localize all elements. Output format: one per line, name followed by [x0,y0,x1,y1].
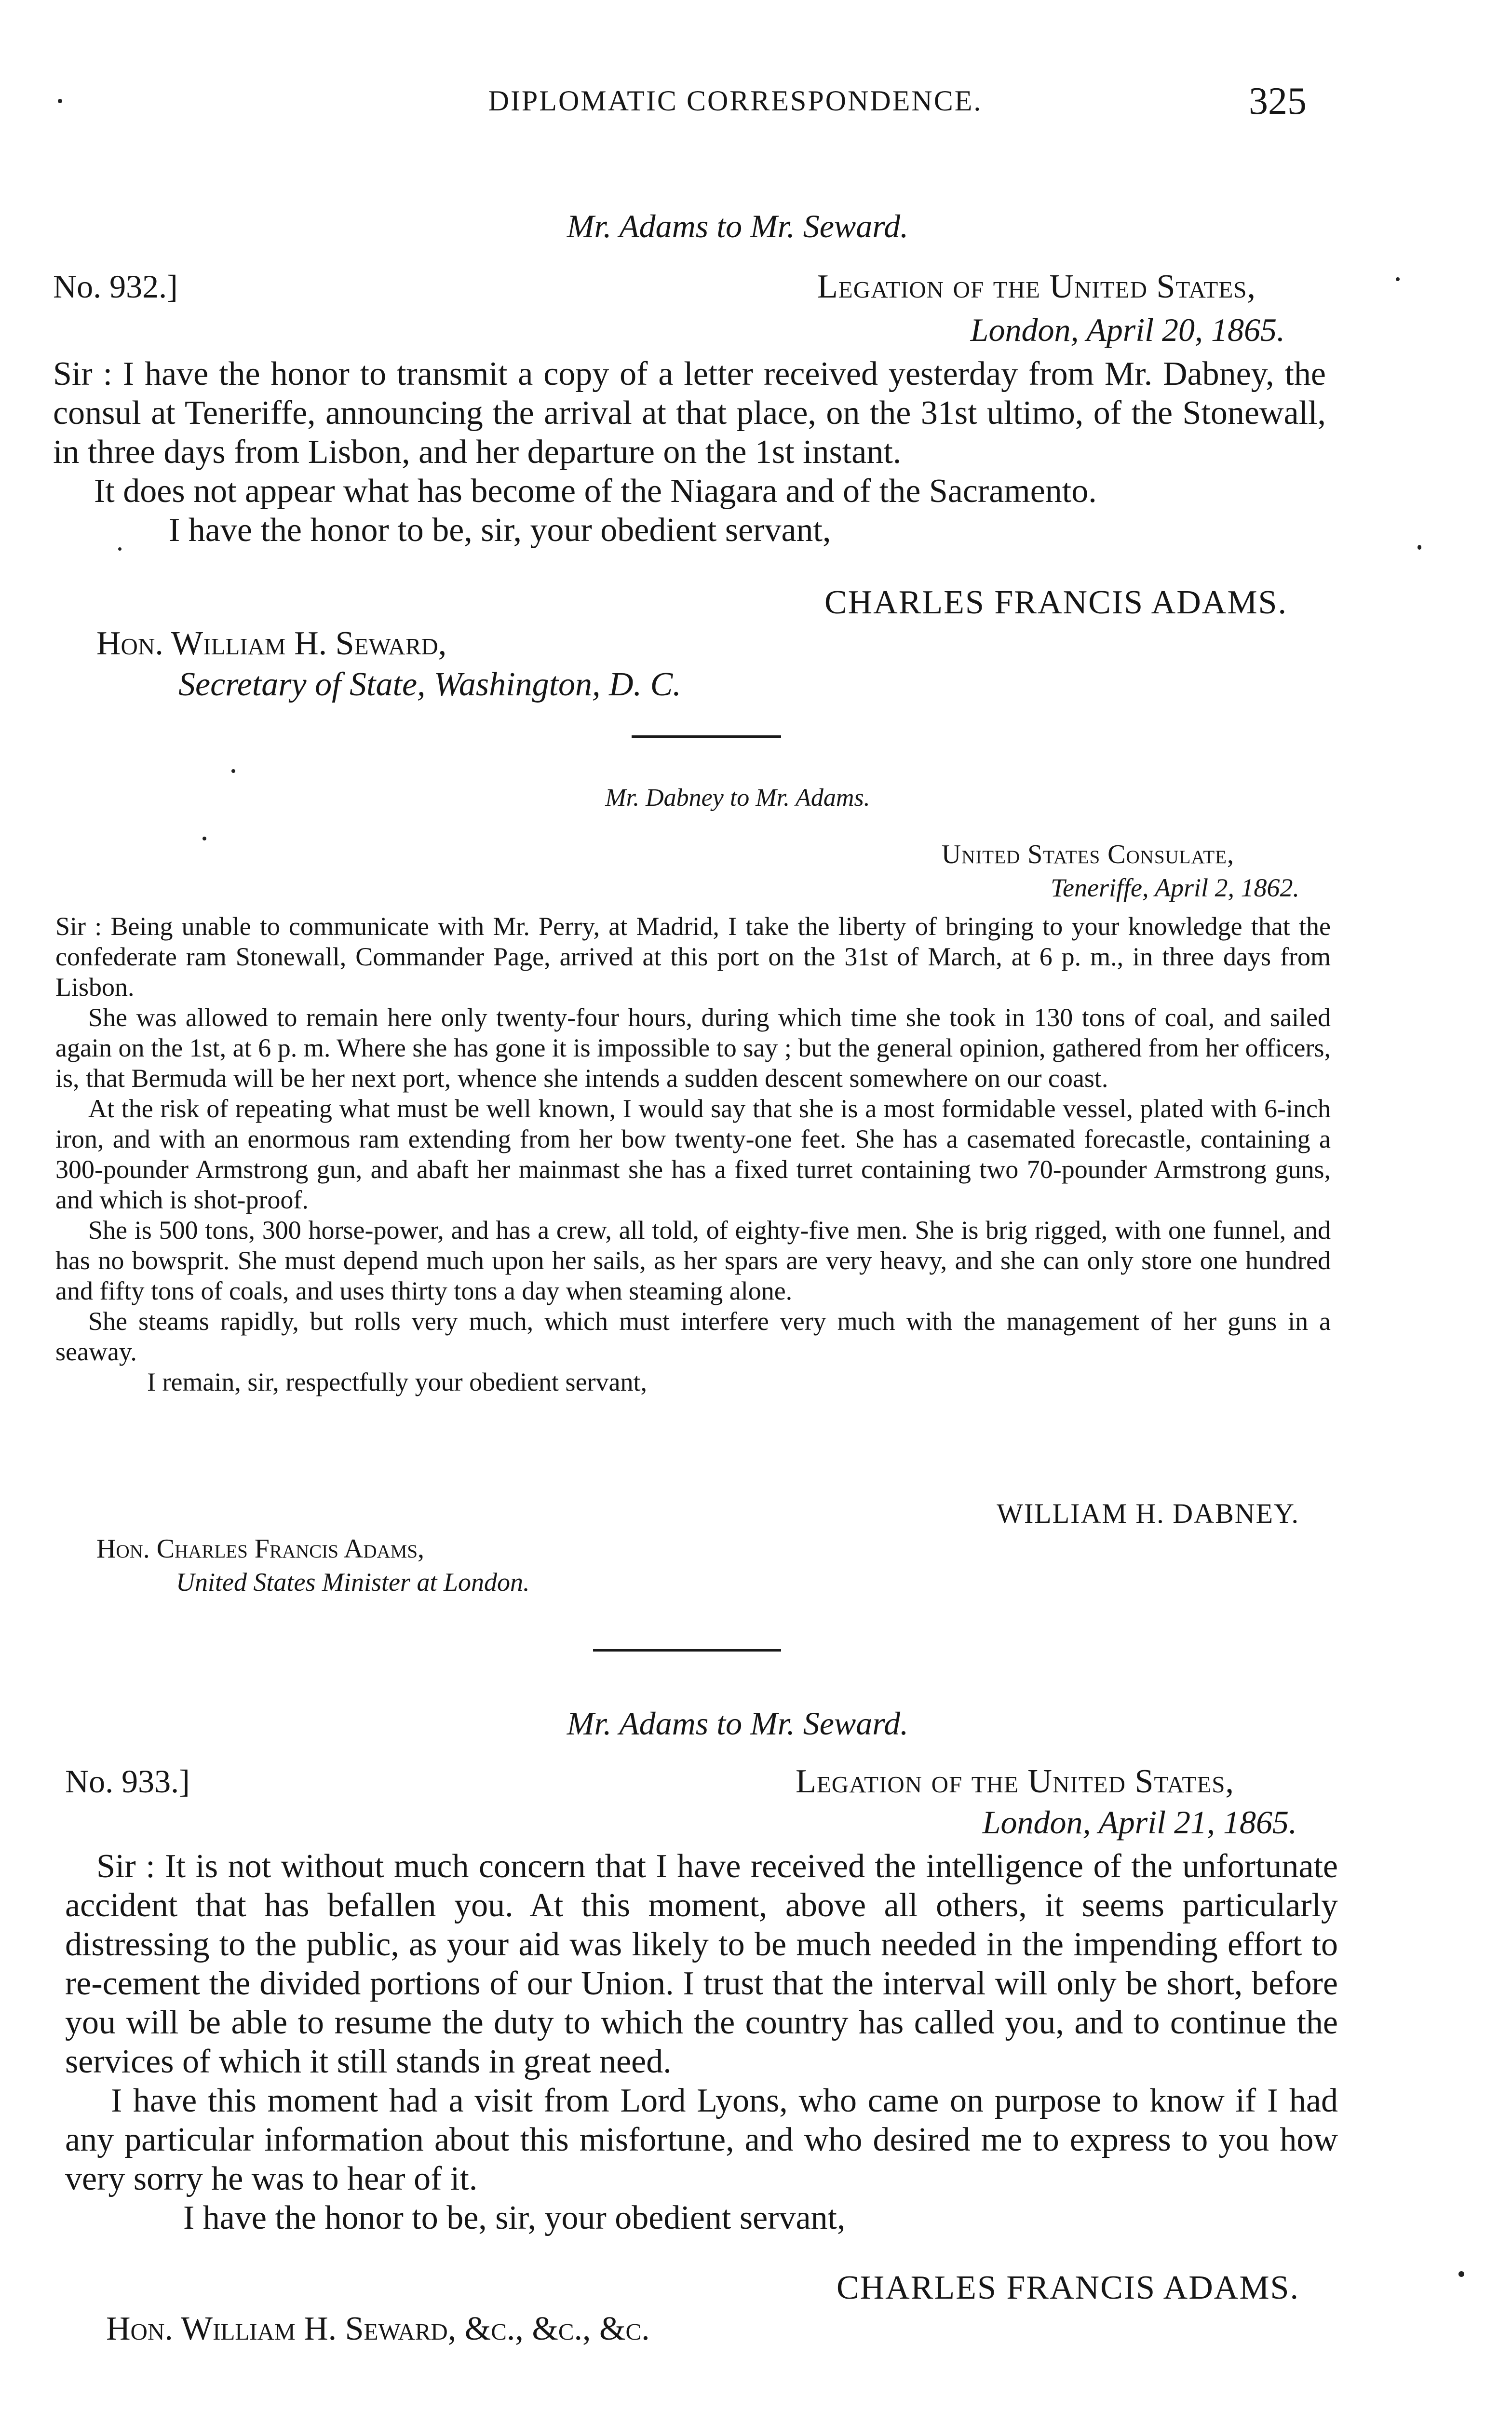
letter2-place: United States Consulate, [941,840,1234,869]
letter3-paragraph-1: Sir : It is not without much concern that I have received the intelligence of the unfortunate accident that has befallen you. At this moment, above all others, it seems particularly distressing to the public, as your aid was likely to be much needed in the impending effort to re-cement the divided portions of our Union. I trust that the interval will only be short, before you will be able to resume the duty to which the country has called you, and to continue the services of which it still stands in great need. [65,1848,1338,2080]
letter1-dateline: London, April 20, 1865. [970,312,1285,348]
letter1-paragraph-2: It does not appear what has become of the Niagara and of the Sacramento. [94,473,1097,510]
scan-speck [231,769,235,773]
letter1-address-name: Hon. William H. Seward, [96,625,447,662]
letter2-paragraph-2: She was allowed to remain here only twenty-four hours, during which time she took in 130 tons of coal, and sailed again on the 1st, at 6 p. m. Where she has gone it is impossible to say ; but the general opinion, gathered from her officers, is, that Bermuda will be her next port, whence she intends a sudden descent somewhere on our coast. [55,1003,1331,1093]
scan-speck [58,99,62,103]
letter1-signature: CHARLES FRANCIS ADAMS. [824,584,1287,621]
section-divider [593,1649,781,1652]
letter2-paragraph-3: At the risk of repeating what must be well known, I would say that she is a most formidable vessel, plated with 6-inch iron, and with an enormous ram extending from her bow twenty-one feet. She has a casemated forecastle, containing a 300-pounder Armstrong gun, and abaft her mainmast she has a fixed turret containing two 70-pounder Armstrong guns, and which is shot-proof. [55,1094,1331,1214]
letter3-place: Legation of the United States, [796,1763,1234,1800]
page-number: 325 [1249,80,1307,122]
letter3-paragraph-2: I have this moment had a visit from Lord Lyons, who came on purpose to know if I had any particular information about this misfortune, and who desired me to express to you how very sorry he was to hear of it. [65,2082,1338,2197]
letter3-paragraph-3: I have the honor to be, sir, your obedient servant, [183,2199,846,2236]
letter2-signature: WILLIAM H. DABNEY. [997,1498,1299,1529]
letter2-dateline: Teneriffe, April 2, 1862. [1050,873,1299,902]
letter1-number: No. 932.] [53,268,178,305]
letter1-address-title: Secretary of State, Washington, D. C. [178,666,681,703]
scan-speck [202,837,206,840]
scan-speck [1418,545,1421,550]
letter3-body [65,1847,1338,2237]
letter1-place: Legation of the United States, [817,268,1256,305]
letter1-paragraph-3: I have the honor to be, sir, your obedient servant, [169,512,831,549]
letter2-address-name: Hon. Charles Francis Adams, [96,1534,425,1564]
letter1-body [53,354,1326,550]
letter3-dateline: London, April 21, 1865. [982,1804,1297,1841]
section-divider [632,735,781,738]
letter1-paragraph-1: Sir : I have the honor to transmit a copy of a letter received yesterday from Mr. Dabney, the consul at Teneriffe, announcing the arrival at that place, on the 31st ultimo, of the Stonewall, in three days from Lisbon, and her departure on the 1st instant. [53,355,1326,471]
letter2-paragraph-4: She is 500 tons, 300 horse-power, and has a crew, all told, of eighty-five men. She is brig rigged, with one funnel, and has no bowsprit. She must depend much upon her sails, as her spars are very heavy, and she can only store one hundred and fifty tons of coals, and uses thirty tons a day when steaming alone. [55,1216,1331,1305]
letter2-paragraph-1: Sir : Being unable to communicate with Mr. Perry, at Madrid, I take the liberty of bringing to your knowledge that the confederate ram Stonewall, Commander Page, arrived at this port on the 31st of March, at 6 p. m., in three days from Lisbon. [55,912,1331,1002]
scan-speck [1458,2271,1464,2277]
scan-speck [1396,277,1400,281]
running-title: DIPLOMATIC CORRESPONDENCE. [488,85,983,117]
letter3-number: No. 933.] [65,1763,190,1800]
letter3-signature: CHARLES FRANCIS ADAMS. [836,2269,1299,2306]
letter2-paragraph-5: She steams rapidly, but rolls very much, which must interfere very much with the management of her guns in a seaway. [55,1307,1331,1366]
letter3-title: Mr. Adams to Mr. Seward. [567,1705,909,1742]
letter2-body [55,911,1331,1397]
scan-speck [118,547,122,551]
letter2-paragraph-6: I remain, sir, respectfully your obedient servant, [147,1368,647,1396]
letter1-title: Mr. Adams to Mr. Seward. [567,208,909,244]
letter2-title: Mr. Dabney to Mr. Adams. [605,784,870,812]
letter2-address-title: United States Minister at London. [176,1568,530,1597]
letter3-address: Hon. William H. Seward, &c., &c., &c. [106,2310,650,2347]
